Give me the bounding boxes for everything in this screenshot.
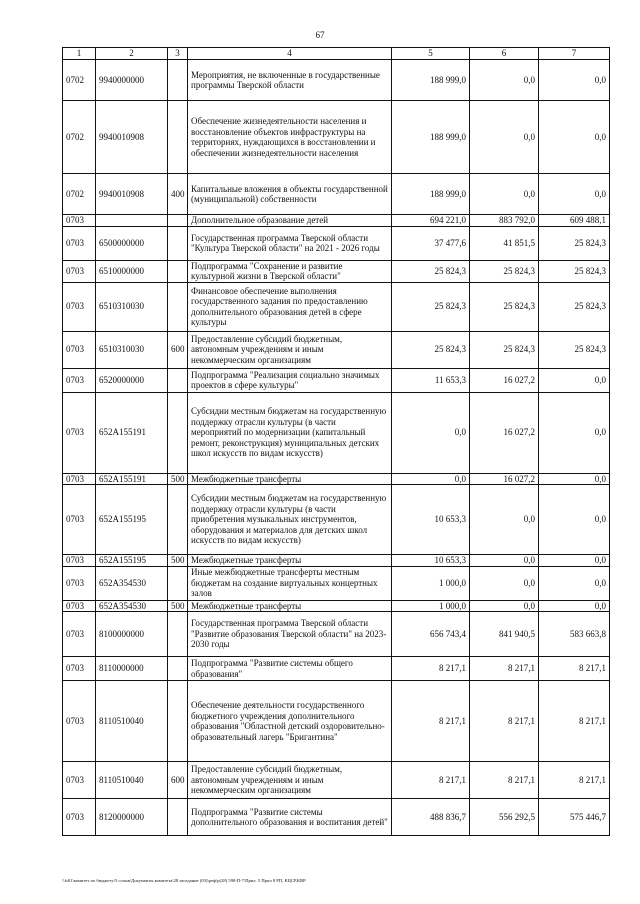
amount-col5: 0,0 xyxy=(392,392,470,473)
amount-col6: 0,0 xyxy=(470,174,539,215)
column-number: 5 xyxy=(392,48,470,60)
amount-col6: 25 824,3 xyxy=(470,282,539,331)
table-row xyxy=(63,473,610,485)
item-name: Предоставление субсидий бюджетным, автономным учреждениям и иным некоммерческим организациям xyxy=(188,762,392,799)
amount-col5: 11 653,3 xyxy=(392,368,470,392)
file-path-footer: \\fs01\комитет по бюджету\5 созыв\Документы комитета\28 заседание (03)\реф\р(28) 598-П-7\Прил. 5 Прил 8 РП, КЦСР,КВР xyxy=(62,878,306,883)
amount-col7: 25 824,3 xyxy=(539,282,610,331)
table-row xyxy=(63,368,610,392)
amount-col7: 0,0 xyxy=(539,174,610,215)
table-row xyxy=(63,174,610,215)
expense-type-code xyxy=(168,101,188,174)
section-code: 0703 xyxy=(63,485,96,555)
expense-type-code xyxy=(168,392,188,473)
amount-col5: 188 999,0 xyxy=(392,174,470,215)
item-name: Дополнительное образование детей xyxy=(188,215,392,227)
table-row xyxy=(63,485,610,555)
amount-col5: 188 999,0 xyxy=(392,60,470,101)
section-code: 0703 xyxy=(63,282,96,331)
amount-col6: 556 292,5 xyxy=(470,799,539,836)
amount-col6: 0,0 xyxy=(470,101,539,174)
target-article-code: 8120000000 xyxy=(96,799,168,836)
page-number: 67 xyxy=(315,30,325,40)
target-article-code: 652A354530 xyxy=(96,600,168,612)
amount-col7: 575 446,7 xyxy=(539,799,610,836)
table-row xyxy=(63,799,610,836)
amount-col7: 8 217,1 xyxy=(539,681,610,762)
target-article-code: 9940010908 xyxy=(96,174,168,215)
amount-col5: 25 824,3 xyxy=(392,282,470,331)
amount-col6: 8 217,1 xyxy=(470,762,539,799)
table-row xyxy=(63,681,610,762)
expense-type-code: 500 xyxy=(168,555,188,567)
item-name: Подпрограмма "Реализация социально значимых проектов в сфере культуры" xyxy=(188,368,392,392)
amount-col6: 16 027,2 xyxy=(470,392,539,473)
section-code: 0703 xyxy=(63,473,96,485)
expense-type-code: 500 xyxy=(168,473,188,485)
amount-col7: 0,0 xyxy=(539,368,610,392)
item-name: Подпрограмма "Развитие системы общего образования" xyxy=(188,657,392,681)
target-article-code: 8110000000 xyxy=(96,657,168,681)
expense-type-code xyxy=(168,282,188,331)
target-article-code: 6510310030 xyxy=(96,282,168,331)
amount-col7: 25 824,3 xyxy=(539,331,610,368)
amount-col6: 0,0 xyxy=(470,485,539,555)
amount-col5: 1 000,0 xyxy=(392,600,470,612)
expense-type-code: 600 xyxy=(168,762,188,799)
amount-col5: 1 000,0 xyxy=(392,566,470,600)
column-number-row xyxy=(63,48,610,60)
table-row xyxy=(63,226,610,260)
target-article-code xyxy=(96,215,168,227)
amount-col5: 25 824,3 xyxy=(392,260,470,282)
expense-type-code xyxy=(168,566,188,600)
table-row xyxy=(63,566,610,600)
amount-col6: 25 824,3 xyxy=(470,260,539,282)
target-article-code: 8110510040 xyxy=(96,762,168,799)
expense-type-code xyxy=(168,799,188,836)
amount-col7: 0,0 xyxy=(539,485,610,555)
item-name: Финансовое обеспечение выполнения государственного задания по предоставлению дополнительного образования детей в сфере культуры xyxy=(188,282,392,331)
amount-col7: 8 217,1 xyxy=(539,762,610,799)
amount-col7: 609 488,1 xyxy=(539,215,610,227)
target-article-code: 652A155191 xyxy=(96,392,168,473)
target-article-code: 6510310030 xyxy=(96,331,168,368)
expense-type-code: 400 xyxy=(168,174,188,215)
column-number: 4 xyxy=(188,48,392,60)
target-article-code: 652A155191 xyxy=(96,473,168,485)
table-row xyxy=(63,260,610,282)
table-row xyxy=(63,101,610,174)
column-number: 3 xyxy=(168,48,188,60)
amount-col6: 0,0 xyxy=(470,555,539,567)
item-name: Субсидии местным бюджетам на государственную поддержку отрасли культуры (в части приобретения музыкальных инструментов, оборудования и материалов для детских школ искусств по видам искусств) xyxy=(188,485,392,555)
expense-type-code xyxy=(168,485,188,555)
amount-col5: 8 217,1 xyxy=(392,762,470,799)
amount-col5: 488 836,7 xyxy=(392,799,470,836)
section-code: 0703 xyxy=(63,600,96,612)
section-code: 0703 xyxy=(63,226,96,260)
expense-type-code xyxy=(168,368,188,392)
item-name: Подпрограмма "Сохранение и развитие культурной жизни в Тверской области" xyxy=(188,260,392,282)
section-code: 0703 xyxy=(63,566,96,600)
expense-type-code xyxy=(168,226,188,260)
table-row xyxy=(63,215,610,227)
amount-col7: 0,0 xyxy=(539,60,610,101)
section-code: 0703 xyxy=(63,392,96,473)
expense-type-code: 600 xyxy=(168,331,188,368)
table-row xyxy=(63,600,610,612)
amount-col5: 188 999,0 xyxy=(392,101,470,174)
expense-type-code xyxy=(168,215,188,227)
amount-col7: 0,0 xyxy=(539,555,610,567)
amount-col6: 25 824,3 xyxy=(470,331,539,368)
table-row xyxy=(63,555,610,567)
table-row xyxy=(63,762,610,799)
amount-col6: 883 792,0 xyxy=(470,215,539,227)
section-code: 0703 xyxy=(63,681,96,762)
column-number: 2 xyxy=(96,48,168,60)
target-article-code: 652A155195 xyxy=(96,485,168,555)
section-code: 0703 xyxy=(63,260,96,282)
table-row xyxy=(63,392,610,473)
expense-type-code xyxy=(168,60,188,101)
amount-col7: 0,0 xyxy=(539,600,610,612)
column-number: 7 xyxy=(539,48,610,60)
item-name: Подпрограмма "Развитие системы дополнительного образования и воспитания детей" xyxy=(188,799,392,836)
amount-col7: 25 824,3 xyxy=(539,260,610,282)
amount-col5: 10 653,3 xyxy=(392,555,470,567)
expense-type-code xyxy=(168,612,188,657)
amount-col7: 0,0 xyxy=(539,392,610,473)
amount-col5: 8 217,1 xyxy=(392,681,470,762)
item-name: Обеспечение жизнедеятельности населения и восстановление объектов инфраструктуры на территориях, нуждающихся в восстановлении и обеспечении жизнедеятельности населения xyxy=(188,101,392,174)
amount-col6: 8 217,1 xyxy=(470,681,539,762)
amount-col7: 0,0 xyxy=(539,566,610,600)
item-name: Предоставление субсидий бюджетным, автономным учреждениям и иным некоммерческим организациям xyxy=(188,331,392,368)
item-name: Субсидии местным бюджетам на государственную поддержку отрасли культуры (в части мероприятий по модернизации (капитальный ремонт, реконструкция) муниципальных детских школ искусств по видам искусств) xyxy=(188,392,392,473)
target-article-code: 6500000000 xyxy=(96,226,168,260)
amount-col5: 694 221,0 xyxy=(392,215,470,227)
item-name: Межбюджетные трансферты xyxy=(188,600,392,612)
item-name: Государственная программа Тверской области "Развитие образования Тверской области" на 2023-2030 годы xyxy=(188,612,392,657)
amount-col6: 0,0 xyxy=(470,566,539,600)
section-code: 0703 xyxy=(63,331,96,368)
amount-col7: 0,0 xyxy=(539,473,610,485)
amount-col6: 8 217,1 xyxy=(470,657,539,681)
table-row xyxy=(63,60,610,101)
column-number: 6 xyxy=(470,48,539,60)
budget-table xyxy=(62,47,610,836)
amount-col5: 25 824,3 xyxy=(392,331,470,368)
expense-type-code xyxy=(168,657,188,681)
amount-col7: 583 663,8 xyxy=(539,612,610,657)
table-row xyxy=(63,657,610,681)
item-name: Межбюджетные трансферты xyxy=(188,473,392,485)
item-name: Межбюджетные трансферты xyxy=(188,555,392,567)
section-code: 0702 xyxy=(63,60,96,101)
amount-col7: 0,0 xyxy=(539,101,610,174)
column-number: 1 xyxy=(63,48,96,60)
section-code: 0703 xyxy=(63,657,96,681)
table-row xyxy=(63,282,610,331)
target-article-code: 6520000000 xyxy=(96,368,168,392)
amount-col7: 25 824,3 xyxy=(539,226,610,260)
item-name: Мероприятия, не включенные в государственные программы Тверской области xyxy=(188,60,392,101)
target-article-code: 8100000000 xyxy=(96,612,168,657)
item-name: Иные межбюджетные трансферты местным бюджетам на создание виртуальных концертных залов xyxy=(188,566,392,600)
amount-col6: 0,0 xyxy=(470,60,539,101)
amount-col6: 16 027,2 xyxy=(470,473,539,485)
section-code: 0703 xyxy=(63,368,96,392)
table-row xyxy=(63,612,610,657)
section-code: 0703 xyxy=(63,215,96,227)
target-article-code: 9940010908 xyxy=(96,101,168,174)
amount-col7: 8 217,1 xyxy=(539,657,610,681)
target-article-code: 652A155195 xyxy=(96,555,168,567)
amount-col6: 41 851,5 xyxy=(470,226,539,260)
amount-col5: 8 217,1 xyxy=(392,657,470,681)
item-name: Обеспечение деятельности государственного бюджетного учреждения дополнительного образования "Областной детский оздоровительно-образовательный лагерь "Бригантина" xyxy=(188,681,392,762)
expense-type-code xyxy=(168,681,188,762)
item-name: Государственная программа Тверской области "Культура Тверской области" на 2021 - 2026 годы xyxy=(188,226,392,260)
target-article-code: 8110510040 xyxy=(96,681,168,762)
target-article-code: 652A354530 xyxy=(96,566,168,600)
expense-type-code xyxy=(168,260,188,282)
item-name: Капитальные вложения в объекты государственной (муниципальной) собственности xyxy=(188,174,392,215)
section-code: 0703 xyxy=(63,799,96,836)
amount-col6: 841 940,5 xyxy=(470,612,539,657)
amount-col5: 10 653,3 xyxy=(392,485,470,555)
expense-type-code: 500 xyxy=(168,600,188,612)
section-code: 0703 xyxy=(63,762,96,799)
table-body xyxy=(63,60,610,836)
amount-col6: 16 027,2 xyxy=(470,368,539,392)
section-code: 0703 xyxy=(63,555,96,567)
target-article-code: 9940000000 xyxy=(96,60,168,101)
section-code: 0702 xyxy=(63,101,96,174)
amount-col5: 0,0 xyxy=(392,473,470,485)
table-row xyxy=(63,331,610,368)
target-article-code: 6510000000 xyxy=(96,260,168,282)
amount-col5: 656 743,4 xyxy=(392,612,470,657)
section-code: 0703 xyxy=(63,612,96,657)
amount-col5: 37 477,6 xyxy=(392,226,470,260)
amount-col6: 0,0 xyxy=(470,600,539,612)
section-code: 0702 xyxy=(63,174,96,215)
